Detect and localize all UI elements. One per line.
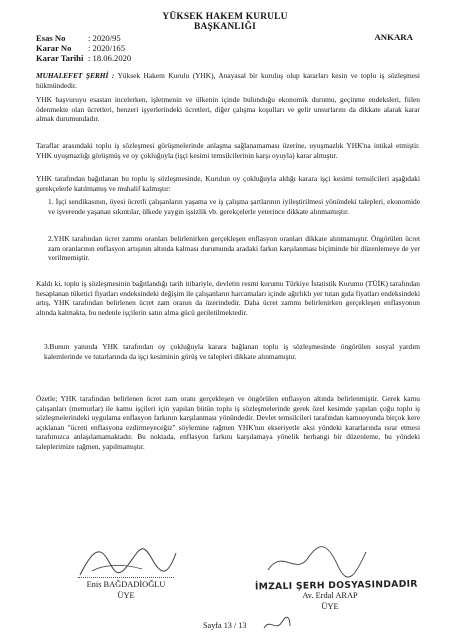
left-signatory-name: Enis BAĞDADİOĞLU (86, 580, 166, 589)
left-signature-line (78, 577, 174, 578)
right-signatory (282, 591, 378, 612)
paragraph-intro-text: Yüksek Hakem Kurulu (YHK), Anayasal bir kuruluş olup kararları kesin ve toplu iş sözleşmesi hükmündedir. (36, 71, 420, 90)
paragraph-summary: Özetle; YHK tarafından belirlenen ücret zam oranı gerçekleşen ve öngörülen enflasyon altında belirlenmiştir. Gerek kamu çalışanları (memurlar) ile kamu işçileri için yapılan bütün toplu iş sözleşmelerinde gerek özel kesimde yapılan çoğu toplu iş sözleşmelerindeki uygulama enflasyon farkının karşılanması yönündedir. Devlet temsilcileri tarafından kamuoyunda birçok kere açıklanan "ücreti enflasyona ezdirmeyeceğiz" söylemine rağmen YHK'nın ekseriyetle aksi yöndeki kararlarında ısrar etmesi tarafımızca anlaşılamamaktadır. Bu noktada, enflasyon farkını karşılamaya yönelik herhangi bir düzenleme, bu yöndeki taleplerimize rağmen, yapılmamıştır. (36, 394, 420, 451)
footer-initial-scribble (262, 614, 292, 634)
paragraph-point-2: 2.YHK tarafından ücret zammı oranları belirlenirken gerçekleşen enflasyon oranları dikkate alınmamıştır. Öngörülen ücret zam oranlarının enflasyon artışının altında kalması durumunda aradaki farkın karşılanması biçiminde bir düzenlemeye de yer verilmemiştir. (48, 234, 420, 263)
right-signatory-name: Av. Erdal ARAP (302, 591, 358, 600)
right-signature-scribble (262, 540, 372, 580)
paragraph-objection: YHK tarafından bağıtlanan bu toplu iş sözleşmesinde, Kurulun oy çokluğuyla aldığı karara işçi kesimi temsilcileri aşağıdaki gerekçelerle katılmamış ve muhalif kalmıştır: (36, 174, 420, 193)
paragraph-inflation: Kaldı ki, toplu iş sözleşmesinin bağıtlandığı tarih itibariyle, devletin resmi kurumu Türkiye İstatistik Kurumu (TÜİK) tarafından hesaplanan tüketici fiyatları endeksindeki değişim ile çalışanların harcamaları içinde ağırlıklı yer tutan gıda fiyatları endeksindeki artış, YHK tarafından belirlenen ücret zam oranın da üzerindedir. Daha ücret zammı belirlenirken gerçekleşen enflasyonun altında kalmakta, bu nedenle işçilerin satın alma gücü geriletilmektedir. (36, 279, 420, 317)
city-label: ANKARA (374, 32, 413, 42)
case-number-label: Esas No (36, 33, 66, 43)
dissent-heading: MUHALEFET ŞERHİ : (36, 71, 115, 80)
left-signatory-title: ÜYE (117, 590, 135, 600)
right-signatory-title: ÜYE (321, 601, 339, 611)
paragraph-dispute: Taraflar arasındaki toplu iş sözleşmesi görüşmelerinde anlaşma sağlanamaması üzerine, uyuşmazlık YHK'na intikal etmiştir. YHK uyuşmazlığı görüşmüş ve oy çokluğuyla (işçi kesimi temsilcilerinin karşı oyuyla) karar almıştır. (36, 141, 420, 160)
decision-date-row (36, 53, 131, 64)
paragraph-intro (36, 71, 420, 90)
paragraph-review: YHK başvuruyu esastan incelerken, işletmenin ve ülkenin içinde bulunduğu ekonomik durumu, geçinme endeksleri, fiilen ödenmekte olan ücretleri, benzeri işyerlerindeki ücretleri, diğer çalışma koşulları ve gelir unsurlarını da dikkate alarak karar almak durumundadır. (36, 95, 420, 124)
institution-title: YÜKSEK HAKEM KURULU (162, 12, 288, 22)
decision-date-label: Karar Tarihi (36, 53, 84, 63)
page-number: Sayfa 13 / 13 (203, 621, 247, 630)
case-number-value: : 2020/95 (88, 33, 121, 43)
paragraph-point-3: 3.Bunun yanında YHK tarafından oy çokluğuyla karara bağlanan toplu iş sözleşmesinde öngörülen sosyal yardım kalemlerinde ve tutarlarında da işçi kesiminin görüş ve talepleri dikkate alınmamıştır. (44, 342, 420, 361)
institution-subtitle: BAŞKANLIĞI (194, 22, 256, 32)
decision-number-value: : 2020/165 (88, 43, 126, 53)
decision-date-value: : 18.06.2020 (88, 53, 132, 63)
decision-number-row (36, 43, 125, 54)
decision-number-label: Karar No (36, 43, 72, 53)
left-signatory (74, 580, 178, 601)
stamp-text: İMZALI ŞERH DOSYASINDADIR (254, 578, 418, 593)
paragraph-point-1: 1. İşçi sendikasının, üyesi ücretli çalışanların yaşama ve iş çalışma şartlarının iyileştirilmesi yönündeki talepleri, ekonomide ve işverende yaşanan sıkıntılar, ülkede yaygın işsizlik vb. gerekçelerle yeterince dikkate alınmamıştır. (48, 197, 420, 216)
case-number-row (36, 33, 121, 44)
